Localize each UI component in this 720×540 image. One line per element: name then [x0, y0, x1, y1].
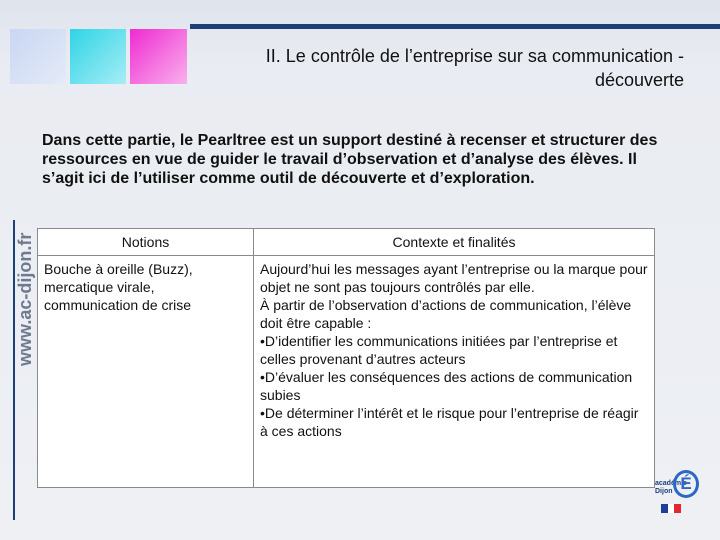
decor-square-cyan: [70, 29, 126, 84]
logo-line1: académie: [655, 480, 687, 487]
french-flag-icon: [661, 504, 681, 513]
intro-paragraph: Dans cette partie, le Pearltree est un support destiné à recenser et structurer des ressources en vue de guider le travail d’observation et d’analyse des élèves. Il s’agit ici de l’utiliser comme outil de découverte et d’exploration.: [42, 132, 658, 187]
notions-table: [37, 228, 655, 488]
table-header-row: [38, 229, 655, 256]
header-notions: Notions: [38, 229, 254, 256]
title-bar: [190, 24, 720, 29]
decor-square-magenta: [130, 29, 187, 84]
decor-square-blue: [10, 29, 66, 84]
cell-contexte: Aujourd’hui les messages ayant l’entreprise ou la marque pour objet ne sont pas toujours contrôlés par elle. À partir de l’observation d’actions de communication, l’élève doit être capable : •D’identifier les communications initiées par l’entreprise et celles provenant d’autres acteurs •D’évaluer les conséquences des actions de communication subies •De déterminer l’intérêt et le risque pour l’entreprise de réagir à ces actions: [254, 256, 655, 488]
logo-e-icon: É: [673, 470, 699, 498]
academy-logo: [655, 466, 700, 516]
cell-notions: Bouche à oreille (Buzz), mercatique virale, communication de crise: [38, 256, 254, 488]
side-url-text: www.ac-dijon.fr: [15, 232, 35, 366]
header-contexte: Contexte et finalités: [254, 229, 655, 256]
table-row: [38, 256, 655, 488]
page-title: II. Le contrôle de l’entreprise sur sa communication - découverte: [265, 46, 684, 90]
logo-line2: Dijon: [655, 488, 673, 495]
